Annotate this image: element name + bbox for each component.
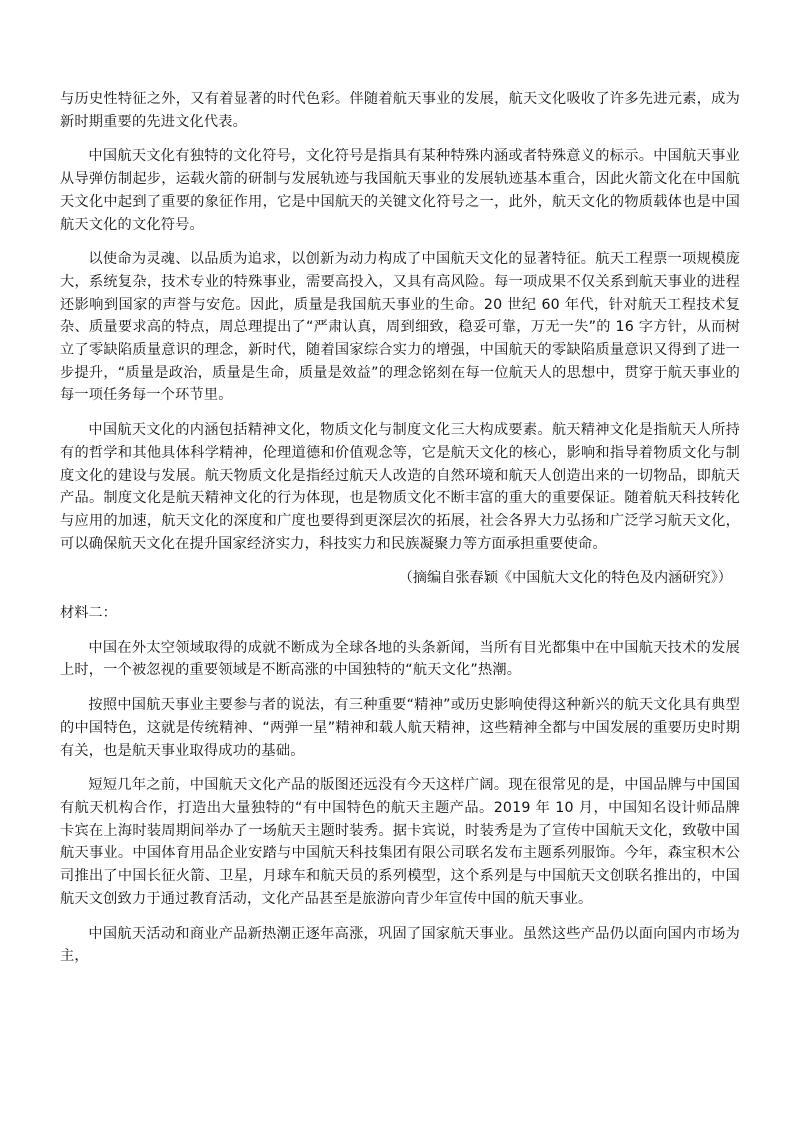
paragraph-cultural-symbols: 中国航天文化有独特的文化符号，文化符号是指具有某种特殊内涵或者特殊意义的标示。中国航天事业从导弹仿制起步，运载火箭的研制与发展轨迹与我国航天事业的发展轨迹基本重合，因此火箭文化在中国航天文化中起到了重要的象征作用，它是中国航天的关键文化符号之一，此外，航天文化的物质载体也是中国航天文化的文化符号。 bbox=[60, 148, 740, 233]
source-citation: （摘编自张春颖《中国航大文化的特色及内涵研究》） bbox=[398, 570, 732, 587]
paragraph-characteristics: 以使命为灵魂、以品质为追求，以创新为动力构成了中国航天文化的显著特征。航天工程票一项规模庞大，系统复杂，技术专业的特殊事业，需要高投入，又具有高风险。每一项成果不仅关系到航天事业的进程还影响到国家的声誉与安危。因此，质量是我国航天事业的生命。20 世纪 60 年代，针对航天工程技术复杂、质量要求高的特点，周总理提出了“严肃认真，周到细致，稳妥可靠，万无一失”的 16 字方针，从而树立了零缺陷质量意识的理念，新时代，随着国家综合实力的增强，中国航天的零缺陷质量意识又得到了进一步提升，“质量是政治，质量是生命，质量是效益”的理念铭刻在每一位航天人的思想中，贯穿于航天事业的每一项任务每一个环节里。 bbox=[60, 251, 740, 404]
paragraph-cultural-products: 短短几年之前，中国航天文化产品的版图还远没有今天这样广阔。现在很常见的是，中国品牌与中国国有航天机构合作，打造出大量独特的“有中国特色的航天主题产品。2019 年 10 月，中国知名设计师品牌卡宾在上海时装周期间举办了一场航天主题时装秀。据卡宾说，时装秀是为了宣传中国航天文化，致敬中国航天事业。中国体育用品企业安踏与中国航天科技集团有限公司联名发布主题系列服饰。今年，森宝积木公司推出了中国长征火箭、卫星，月球车和航天员的系列模型，这个系列是与中国航天文创联名推出的，中国航天文创致力于通过教育活动，文化产品甚至是旅游向青少年宣传中国的航天事业。 bbox=[60, 777, 740, 907]
paragraph-three-spirits: 按照中国航天事业主要参与者的说法，有三种重要“精神”或历史影响使得这种新兴的航天文化具有典型的中国特色，这就是传统精神、“两弹一星”精神和载人航天精神，这些精神全都与中国发展的重要历史时期有关，也是航天事业取得成功的基础。 bbox=[60, 697, 740, 759]
paragraph-continuation: 与历史性特征之外，又有着显著的时代色彩。伴随着航天事业的发展，航天文化吸收了许多先进元素，成为新时期重要的先进文化代表。 bbox=[60, 91, 740, 130]
section-label-material-two: 材料二： bbox=[60, 605, 117, 622]
paragraph-space-culture-wave: 中国在外太空领域取得的成就不断成为全球各地的头条新闻，当所有目光都集中在中国航天技术的发展上时，一个被忽视的重要领域是不断高涨的中国独特的“航天文化”热潮。 bbox=[60, 639, 740, 679]
document-page bbox=[60, 88, 740, 980]
paragraph-commercial-wave: 中国航天活动和商业产品新热潮正逐年高涨，巩固了国家航天事业。虽然这些产品仍以面向国内市场为主， bbox=[60, 925, 740, 965]
paragraph-connotation: 中国航天文化的内涵包括精神文化，物质文化与制度文化三大构成要素。航天精神文化是指航天人所持有的哲学和其他具体科学精神，伦理道德和价值观念等，它是航天文化的核心，影响和指导着物质文化与制度文化的建设与发展。航天物质文化是指经过航天人改造的自然环境和航天人创造出来的一切物品，即航天产品。制度文化是航天精神文化的行为体现，也是物质文化不断丰富的重大的重要保证。随着航天科技转化与应用的加速，航天文化的深度和广度也要得到更深层次的拓展，社会各界大力弘扬和广泛学习航天文化，可以确保航天文化在提升国家经济实力，科技实力和民族凝聚力等方面承担重要使命。 bbox=[60, 422, 740, 552]
